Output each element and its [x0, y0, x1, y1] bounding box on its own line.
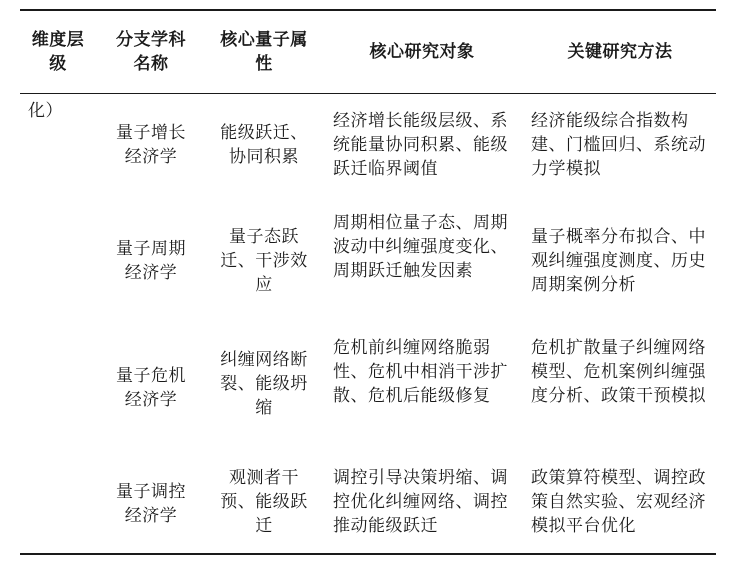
row-2-method: 量子概率分布拟合、中观纠缠强度测度、历史周期案例分析: [531, 227, 706, 295]
table-bottom-rule: [20, 553, 716, 555]
row-3-name: 量子危机经济学: [116, 366, 186, 410]
header-method: 关键研究方法: [567, 42, 673, 62]
row-1-method: 经济能级综合指数构建、门槛回归、系统动力学模拟: [531, 111, 706, 179]
table-top-rule: [20, 9, 716, 11]
header-object: 核心研究对象: [369, 42, 475, 62]
row-4-method: 政策算符模型、调控政策自然实验、宏观经济模拟平台优化: [531, 468, 706, 536]
row-1-name: 量子增长经济学: [116, 123, 186, 167]
row-2-attribute: 量子态跃迁、干涉效应: [220, 227, 308, 295]
row-3-object: 危机前纠缠网络脆弱性、危机中相消干涉扩散、危机后能级修复: [333, 338, 508, 406]
row-2-name: 量子周期经济学: [116, 239, 186, 283]
row-4-object: 调控引导决策坍缩、调控优化纠缠网络、调控推动能级跃迁: [333, 468, 508, 536]
row-1-attribute: 能级跃迁、协同积累: [220, 123, 308, 167]
dimension-cell: 化）: [28, 101, 63, 121]
header-branch: 分支学科名称: [116, 30, 186, 74]
row-3-method: 危机扩散量子纠缠网络模型、危机案例纠缠强度分析、政策干预模拟: [531, 338, 706, 406]
row-2-object: 周期相位量子态、周期波动中纠缠强度变化、周期跃迁触发因素: [333, 213, 508, 281]
header-dimension: 维度层级: [31, 30, 85, 74]
row-4-name: 量子调控经济学: [116, 482, 186, 526]
row-4-attribute: 观测者干预、能级跃迁: [220, 468, 308, 536]
row-1-object: 经济增长能级层级、系统能量协同积累、能级跃迁临界阈值: [333, 111, 508, 179]
row-3-attribute: 纠缠网络断裂、能级坍缩: [220, 350, 308, 418]
header-rule: [20, 93, 716, 94]
header-attribute: 核心量子属性: [220, 30, 308, 74]
